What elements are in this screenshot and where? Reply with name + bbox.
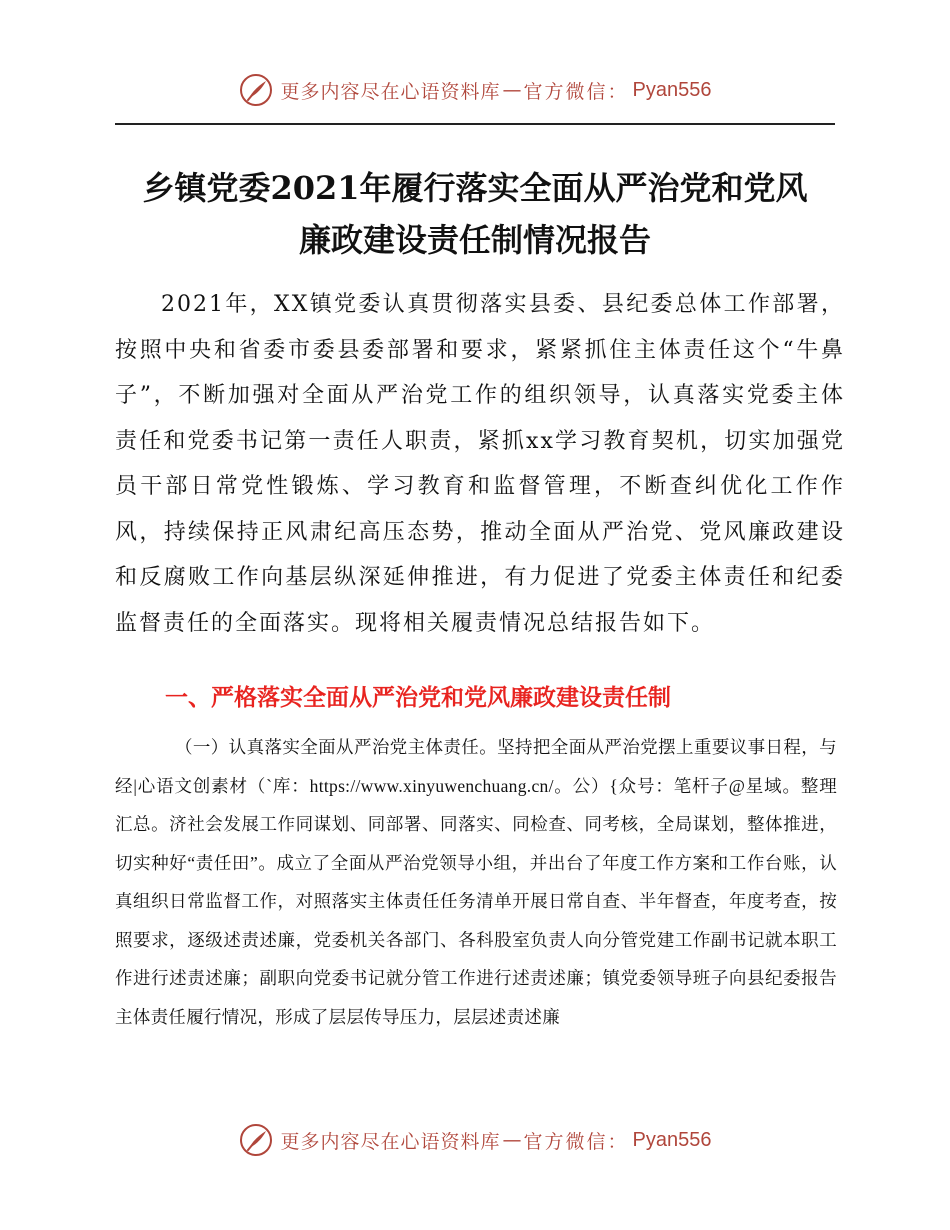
intro-paragraph: 2021年，XX镇党委认真贯彻落实县委、县纪委总体工作部署，按照中央和省委市委县委部署和要求，紧紧抓住主体责任这个“牛鼻子”，不断加强对全面从严治党工作的组织领导，认真落实党委主体责任和党委书记第一责任人职责，紧抓xx学习教育契机，切实加强党员干部日常党性锻炼、学习教育和监督管理，不断查纠优化工作作风，持续保持正风肃纪高压态势，推动全面从严治党、党风廉政建设和反腐败工作向基层纵深延伸推进，有力促进了党委主体责任和纪委监督责任的全面落实。现将相关履责情况总结报告如下。 [115,292,845,636]
title-line-1: 乡镇党委2021年履行落实全面从严治党和党风 [142,169,808,207]
feather-quill-icon [239,73,273,107]
header-banner [0,70,950,110]
banner-slogan: 更多内容尽在心语资料库 [280,1130,501,1153]
banner-separator: — [502,1129,522,1151]
title-line-2: 廉政建设责任制情况报告 [298,221,651,259]
banner-wechat-label: 官方微信： [523,1130,629,1153]
feather-quill-icon [239,1123,273,1157]
banner-slogan: 更多内容尽在心语资料库 [280,80,501,103]
banner-wechat-id: Pyan556 [632,78,712,101]
section-1-heading: 一、严格落实全面从严治党和党风廉政建设责任制 [165,685,671,711]
banner-separator: — [502,79,522,101]
header-divider [115,123,835,125]
banner-wechat-label: 官方微信： [523,80,629,103]
section-1-body: （一）认真落实全面从严治党主体责任。坚持把全面从严治党摆上重要议事日程，与经|心语文创素材（`库：https://www.xinyuwenchuang.cn/。公）{众号：笔杆子@星域。整理汇总。济社会发展工作同谋划、同部署、同落实、同检查、同考核，全局谋划，整体推进，切实种好“责任田”。成立了全面从严治党领导小组，并出台了年度工作方案和工作台账，认真组织日常监督工作，对照落实主体责任任务清单开展日常自查、半年督查，年度考查，按照要求，逐级述责述廉，党委机关各部门、各科股室负责人向分管党建工作副书记就本职工作进行述责述廉；副职向党委书记就分管工作进行述责述廉；镇党委领导班子向县纪委报告主体责任履行情况，形成了层层传导压力，层层述责述廉 [115,737,837,1027]
banner-wechat-id: Pyan556 [632,1128,712,1151]
document-title [115,162,835,266]
footer-banner [0,1120,950,1160]
